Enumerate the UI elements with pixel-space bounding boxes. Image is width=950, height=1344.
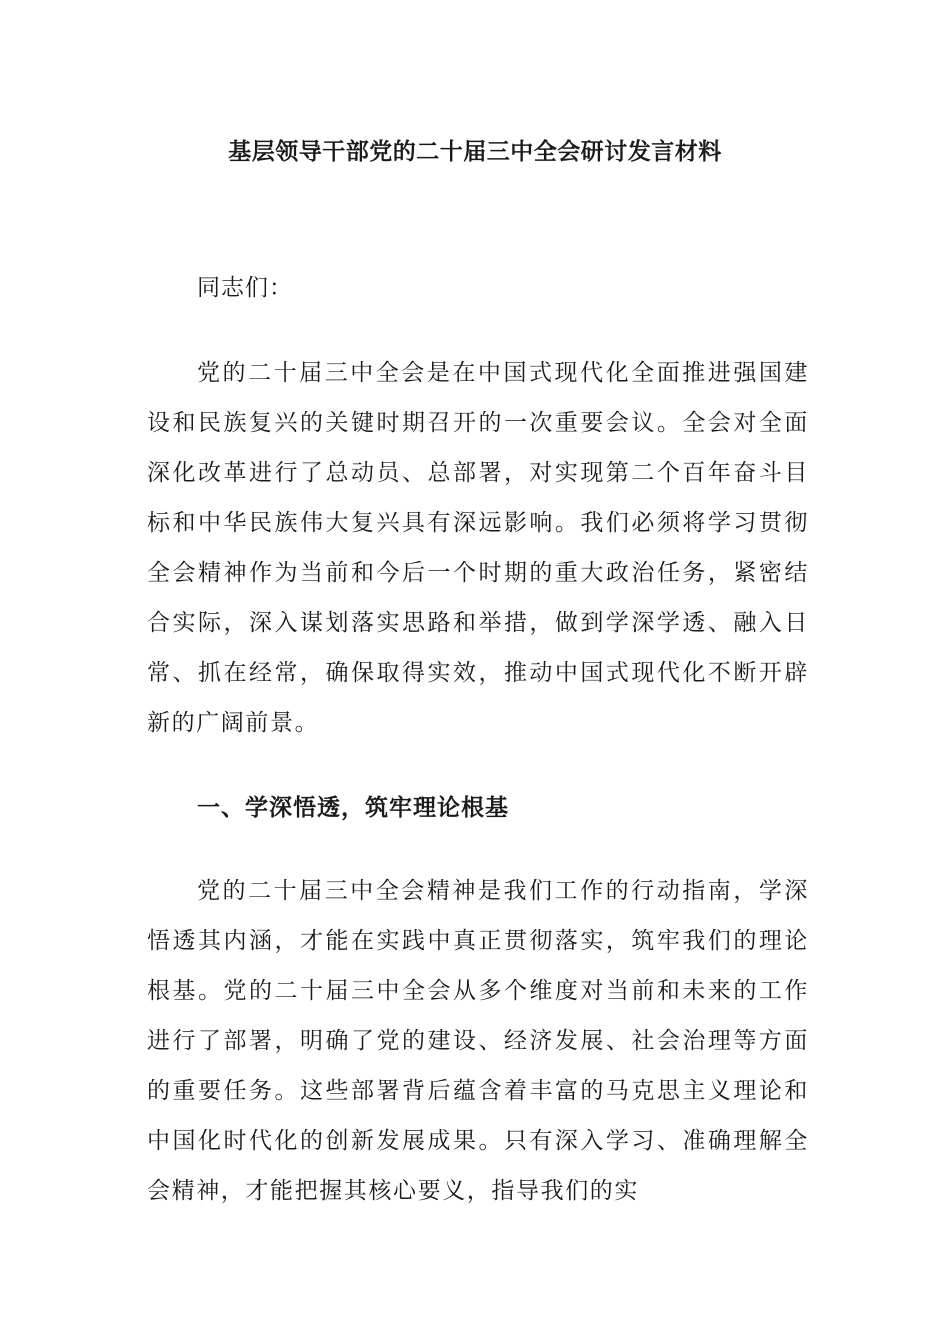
document-title: 基层领导干部党的二十届三中全会研讨发言材料 (228, 139, 722, 165)
paragraph-section-1: 党的二十届三中全会精神是我们工作的行动指南，学深悟透其内涵，才能在实践中真正贯彻落实，筑牢我们的理论根基。党的二十届三中全会从多个维度对当前和未来的工作进行了部署，明确了党的建设、经济发展、社会治理等方面的重要任务。这些部署背后蕴含着丰富的马克思主义理论和中国化时代化的创新发展成果。只有深入学习、准确理解全会精神，才能把握其核心要义，指导我们的实 (147, 878, 809, 1204)
salutation: 同志们： (197, 275, 293, 301)
section-heading-1: 一、学深悟透，筑牢理论根基 (197, 795, 509, 821)
paragraph-intro: 党的二十届三中全会是在中国式现代化全面推进强国建设和民族复兴的关键时期召开的一次重要会议。全会对全面深化改革进行了总动员、总部署，对实现第二个百年奋斗目标和中华民族伟大复兴具有深远影响。我们必须将学习贯彻全会精神作为当前和今后一个时期的重大政治任务，紧密结合实际，深入谋划落实思路和举措，做到学深学透、融入日常、抓在经常，确保取得实效，推动中国式现代化不断开辟新的广阔前景。 (147, 360, 809, 736)
